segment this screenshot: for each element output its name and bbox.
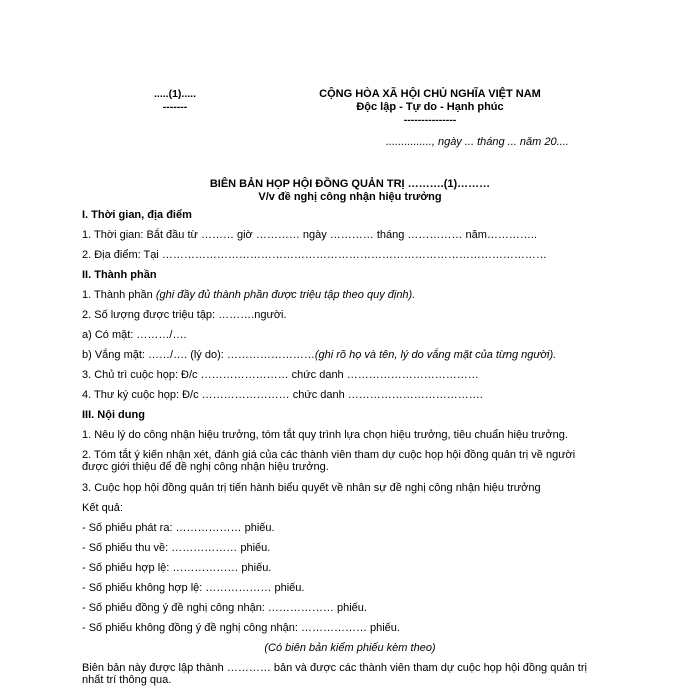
content-item-1: 1. Nêu lý do công nhận hiệu trưởng, tóm tắt quy trình lựa chọn hiệu trưởng, tiêu chuẩn hiệu trưởng.	[82, 429, 568, 441]
result-label: Kết quả:	[82, 502, 123, 514]
content-item-2-line-1: 2. Tóm tắt ý kiến nhận xét, đánh giá của các thành viên tham dự cuộc họp hội đồng quản trị về người	[82, 449, 576, 461]
content-item-2-line-2: được giới thiệu để đề nghị công nhận hiệu trưởng.	[82, 461, 329, 473]
absent-count-line	[82, 349, 556, 361]
section-3-heading: III. Nội dung	[82, 409, 145, 421]
members-prefix: 1. Thành phần	[82, 289, 156, 301]
result-item: - Số phiếu phát ra: ……………… phiếu.	[82, 522, 275, 534]
summoned-count-line: 2. Số lượng được triệu tập: ……….người.	[82, 309, 287, 321]
section-2-heading: II. Thành phần	[82, 269, 157, 281]
closing-line-2: nhất trí thông qua.	[82, 674, 172, 686]
present-count-line: a) Có mặt: ………/….	[82, 329, 187, 341]
members-line	[82, 289, 415, 301]
org-code-underline: -------	[162, 101, 188, 113]
motto-underline: ---------------	[403, 114, 457, 126]
meeting-time-line: 1. Thời gian: Bắt đầu từ ……… giờ ………… ngày ………… tháng …………… năm…………..	[82, 229, 538, 241]
document-title: BIÊN BẢN HỌP HỘI ĐỒNG QUẢN TRỊ ……….(1)………	[209, 178, 491, 190]
section-1-heading: I. Thời gian, địa điểm	[82, 209, 192, 221]
content-item-3: 3. Cuộc họp hội đồng quản trị tiến hành biểu quyết về nhân sự đề nghị công nhận hiệu trưởng	[82, 482, 541, 494]
absent-prefix: b) Vắng mặt: ……/…. (lý do): ……………………	[82, 349, 315, 361]
result-item: - Số phiếu thu về: ……………… phiếu.	[82, 542, 271, 554]
result-item: - Số phiếu đồng ý đề nghị công nhận: ……………… phiếu.	[82, 602, 367, 614]
date-line: ..............., ngày ... tháng ... năm 20....	[386, 136, 569, 148]
result-item: - Số phiếu hợp lệ: ……………… phiếu.	[82, 562, 272, 574]
secretary-line: 4. Thư ký cuộc họp: Đ/c …………………… chức danh ……………………………….	[82, 389, 483, 401]
meeting-place-line: 2. Địa điểm: Tại ……………………………………………………………………………………………	[82, 249, 547, 261]
country-name: CỘNG HÒA XÃ HỘI CHỦ NGHĨA VIỆT NAM	[319, 88, 541, 100]
org-code: .....(1).....	[153, 88, 196, 100]
chair-line: 3. Chủ trì cuộc họp: Đ/c …………………… chức danh ………………………………	[82, 369, 479, 381]
result-item: - Số phiếu không hợp lệ: ……………… phiếu.	[82, 582, 305, 594]
document-subject: V/v đề nghị công nhận hiệu trưởng	[258, 191, 442, 203]
closing-line-1: Biên bản này được lập thành ………… bản và được các thành viên tham dự cuộc họp hội đồng quản trị	[82, 662, 587, 674]
national-motto: Độc lập - Tự do - Hạnh phúc	[356, 101, 504, 113]
result-item: - Số phiếu không đồng ý đề nghị công nhận: ……………… phiếu.	[82, 622, 400, 634]
attachment-note: (Có biên bản kiểm phiếu kèm theo)	[264, 642, 436, 654]
absent-note: (ghi rõ họ và tên, lý do vắng mặt của từng người).	[314, 349, 557, 361]
members-note: (ghi đầy đủ thành phần được triệu tập theo quy định).	[155, 289, 416, 301]
